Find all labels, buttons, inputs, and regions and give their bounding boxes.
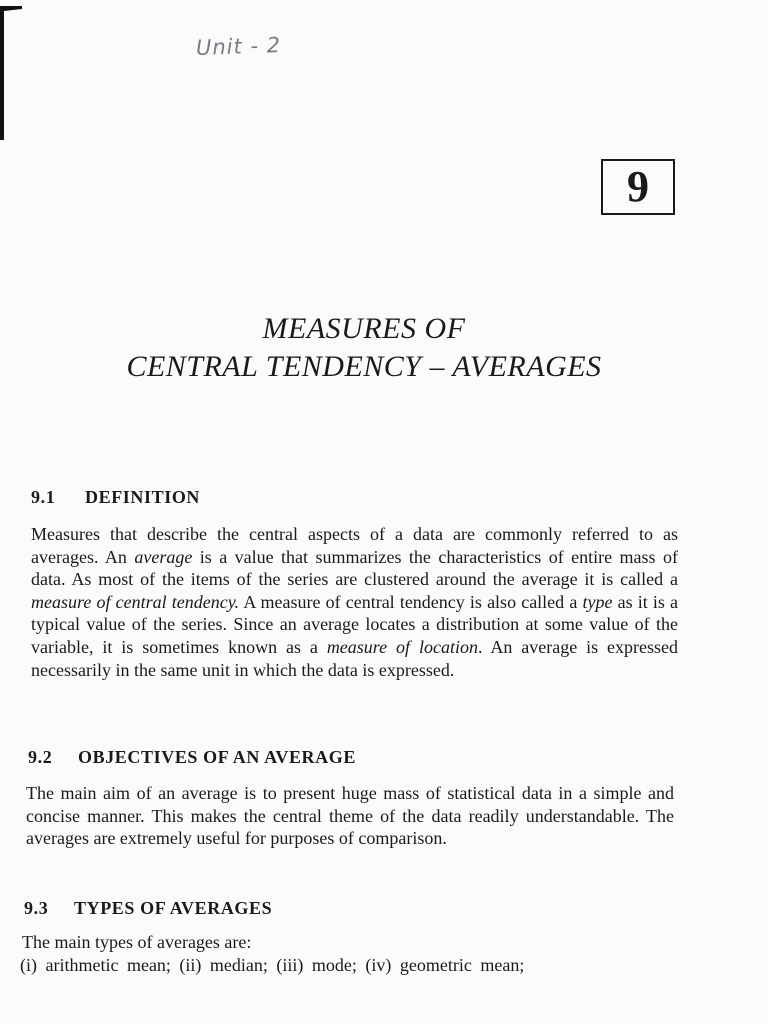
- section-number: 9.3: [24, 898, 49, 918]
- emphasis-measure-of-central-tendency: measure of central tendency.: [31, 591, 240, 612]
- section-heading-types: [24, 898, 272, 919]
- section-title: TYPES OF AVERAGES: [74, 898, 273, 918]
- section-types-list: (i) arithmetic mean; (ii) median; (iii) mode; (iv) geometric mean;: [20, 955, 525, 975]
- section-title: OBJECTIVES OF AN AVERAGE: [78, 747, 356, 767]
- section-heading-definition: [31, 487, 200, 508]
- chapter-title-line-1: MEASURES OF: [262, 312, 466, 345]
- body-text: is a value that summarizes the characteristics of entire mass of data. As most of the items of the series are clustered around the average it is called a: [31, 546, 678, 590]
- emphasis-type: type: [582, 591, 613, 612]
- page-corner-mark: [0, 0, 22, 140]
- emphasis-measure-of-location: measure of location: [326, 636, 478, 657]
- handwritten-unit-note: Unit - 2: [195, 33, 282, 60]
- chapter-number: 9: [627, 162, 649, 211]
- emphasis-average: average: [134, 546, 193, 567]
- section-heading-objectives: [28, 747, 356, 768]
- body-text: Measures that describe the central aspects of a data are commonly referred to as averages. An: [31, 524, 678, 567]
- section-title: DEFINITION: [85, 487, 201, 507]
- section-body-definition: [31, 523, 678, 681]
- chapter-number-box: [601, 159, 675, 215]
- body-text: A measure of central tendency is also called a: [239, 591, 583, 612]
- body-text: as it is a typical value of the series. Since an average locates a distribution at some value of the variable, it is sometimes known as a: [31, 591, 678, 657]
- section-body-objectives: The main aim of an average is to present huge mass of statistical data in a simple and concise manner. This makes the central theme of the data readily understandable. The averages are extremely useful for purposes of comparison.: [26, 783, 674, 849]
- chapter-title-line-2: CENTRAL TENDENCY – AVERAGES: [126, 350, 602, 383]
- body-text: . An average is expressed necessarily in the same unit in which the data is expressed.: [31, 636, 679, 680]
- section-types-intro: The main types of averages are:: [22, 932, 252, 952]
- section-number: 9.1: [31, 487, 56, 507]
- section-number: 9.2: [28, 747, 53, 767]
